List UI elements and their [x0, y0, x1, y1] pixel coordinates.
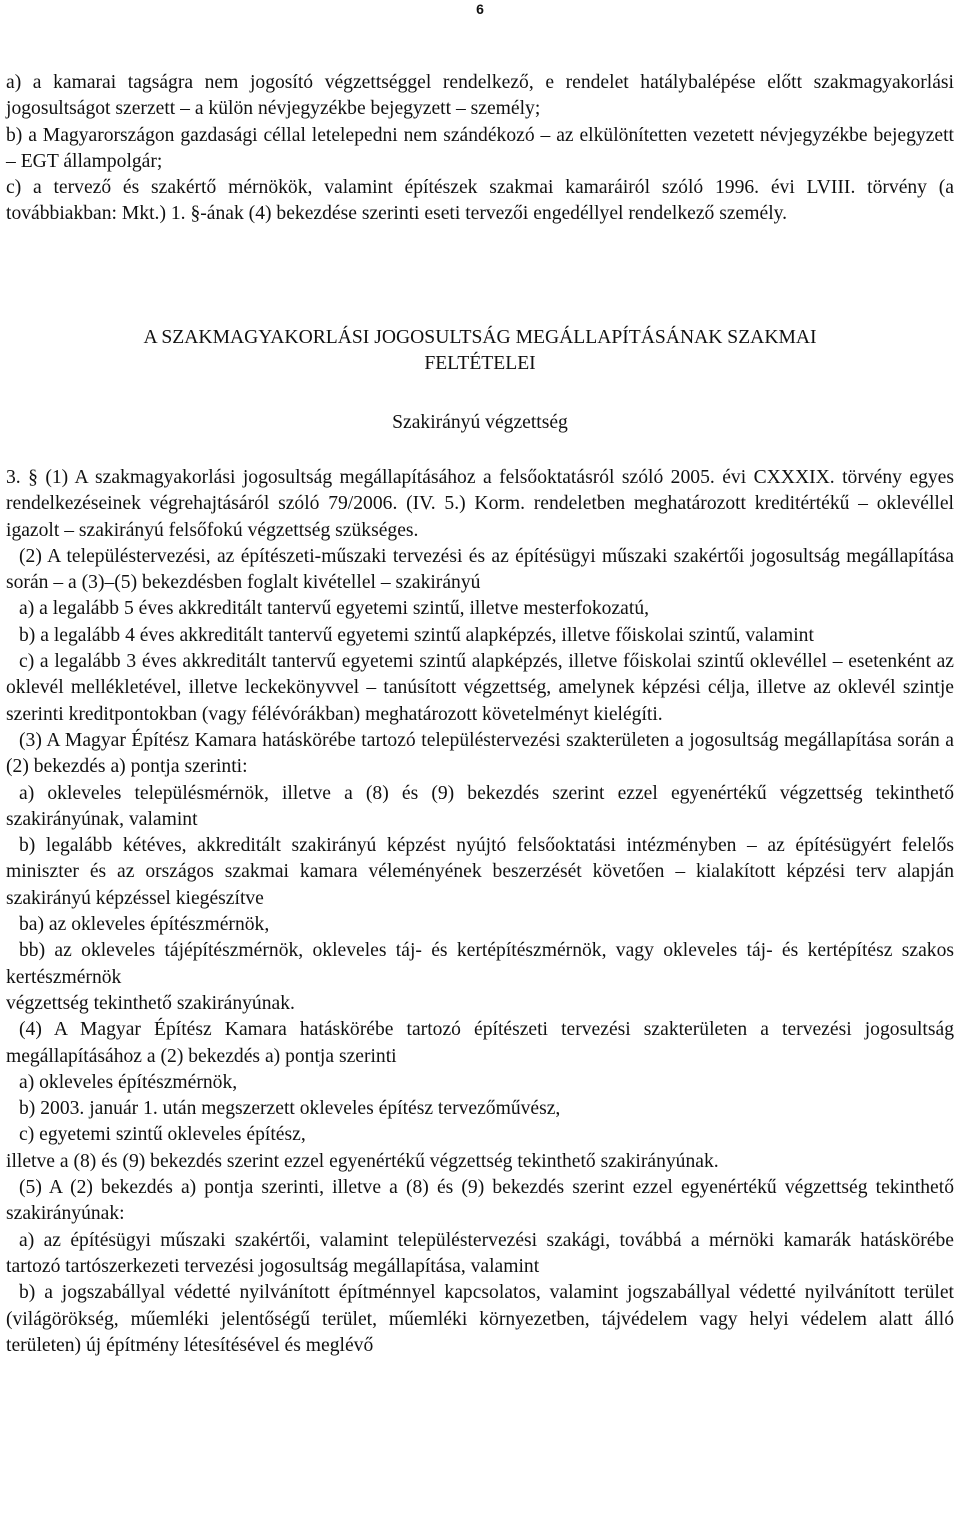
para-3-5-intro: (5) A (2) bekezdés a) pontja szerinti, illetve a (8) és (9) bekezdés szerint ezzel egyenértékű végzettség tekinthető szakirányúnak: [6, 1177, 954, 1225]
intro-item-c: c) a tervező és szakértő mérnökök, valamint építészek szakmai kamaráiról szóló 1996. évi LVIII. törvény (a továbbiakban: Mkt.) 1. §-ának (4) bekezdése szerinti eseti tervezői engedéllyel rendelkező személy. [6, 177, 954, 225]
heading-line-1: A SZAKMAGYAKORLÁSI JOGOSULTSÁG MEGÁLLAPÍTÁSÁNAK SZAKMAI [143, 327, 817, 348]
para-3-3-a: a) okleveles településmérnök, illetve a (8) és (9) bekezdés szerint ezzel egyenértékű végzettség tekinthető szakirányúnak, valamint [6, 782, 954, 830]
para-3-2-b: b) a legalább 4 éves akkreditált tantervű egyetemi szintű alapképzés, illetve főiskolai szintű, valamint [19, 624, 814, 646]
intro-item-b: b) a Magyarországon gazdasági céllal letelepedni nem szándékozó – az elkülönítetten vezetett névjegyzékbe bejegyzett – EGT állampolgár; [6, 124, 954, 172]
intro-list [6, 70, 954, 228]
section-3 [6, 465, 954, 1359]
subheading: Szakirányú végzettség [392, 412, 568, 433]
para-3-4-a: a) okleveles építészmérnök, [19, 1071, 238, 1093]
para-3-3-intro: (3) A Magyar Építész Kamara hatáskörébe tartozó településtervezési szakterületen a jogosultság megállapítása során a (2) bekezdés a) pontja szerinti: [6, 729, 954, 778]
para-3-3-b: b) legalább kétéves, akkreditált szakirányú képzést nyújtó felsőoktatási intézményben – az építésügyért felelős miniszter és az országos szakmai kamara véleményének beszerzését követően – kialakított képzési terv alapján szakirányú képzéssel kiegészítve [6, 835, 954, 909]
para-3-4-b: b) 2003. január 1. után megszerzett okleveles építész tervezőművész, [19, 1098, 561, 1120]
para-3-2-a: a) a legalább 5 éves akkreditált tantervű egyetemi szintű, illetve mesterfokozatú, [19, 598, 650, 620]
para-3-2-c: c) a legalább 3 éves akkreditált tantervű egyetemi szintű alapképzés, illetve főiskolai szintű oklevéllel – esetenként az oklevél mellékletével, illetve leckekönyvvel – tanúsított végzettség, amelynek képzési célja, illetve az oklevél szintje szerinti kreditpontokban (vagy félévórákban) meghatározott követelményt kielégíti. [6, 651, 954, 725]
para-3-2-intro: (2) A településtervezési, az építészeti-műszaki tervezési és az építésügyi műszaki szakértői jogosultság megállapítása során – a (3)–(5) bekezdésben foglalt kivétellel – szakirányú [6, 545, 954, 594]
para-3-4-intro: (4) A Magyar Építész Kamara hatáskörébe tartozó építészeti tervezési szakterületen a tervezési jogosultság megállapításához a (2) bekezdés a) pontja szerinti [6, 1019, 954, 1067]
intro-item-a: a) a kamarai tagságra nem jogosító végzettséggel rendelkező, e rendelet hatálybalépése előtt szakmagyakorlási jogosultságot szerzett – a külön névjegyzékbe bejegyzett – személy; [6, 72, 954, 120]
para-3-5-b: b) a jogszabállyal védetté nyilvánított építménnyel kapcsolatos, valamint jogszabállyal védetté nyilvánított terület (világörökség, műemléki jelentőségű terület, műemléki környezetben, tájvédelem vagy helyi védelem alatt álló területen) új építmény létesítésével és meglévő [6, 1282, 954, 1356]
page-number: 6 [476, 1, 484, 17]
para-3-3-end: végzettség tekinthető szakirányúnak. [6, 992, 295, 1014]
para-3-5-a: a) az építésügyi műszaki szakértői, valamint településtervezési szakági, továbbá a mérnöki kamarák hatáskörébe tartozó tartószerkezeti tervezési jogosultság megállapítása, valamint [6, 1229, 954, 1277]
heading-line-2: FELTÉTELEI [424, 353, 536, 375]
para-3-3-ba: ba) az okleveles építészmérnök, [19, 914, 270, 936]
para-3-3-bb: bb) az okleveles tájépítészmérnök, okleveles táj- és kertépítészmérnök, vagy okleveles táj- és kertépítész szakos kertészmérnök [6, 940, 954, 988]
section-heading [6, 325, 954, 378]
para-3-4-c: c) egyetemi szintű okleveles építész, [19, 1124, 306, 1146]
para-3-1: 3. § (1) A szakmagyakorlási jogosultság megállapításához a felsőoktatásról szóló 2005. évi CXXXIX. törvény egyes rendelkezéseinek végrehajtásáról szóló 79/2006. (IV. 5.) Korm. rendeletben meghatározott kreditértékű – oklevéllel igazolt – szakirányú felsőfokú végzettség szükséges. [6, 467, 954, 541]
para-3-4-end: illetve a (8) és (9) bekezdés szerint ezzel egyenértékű végzettség tekinthető szakirányúnak. [6, 1150, 719, 1172]
